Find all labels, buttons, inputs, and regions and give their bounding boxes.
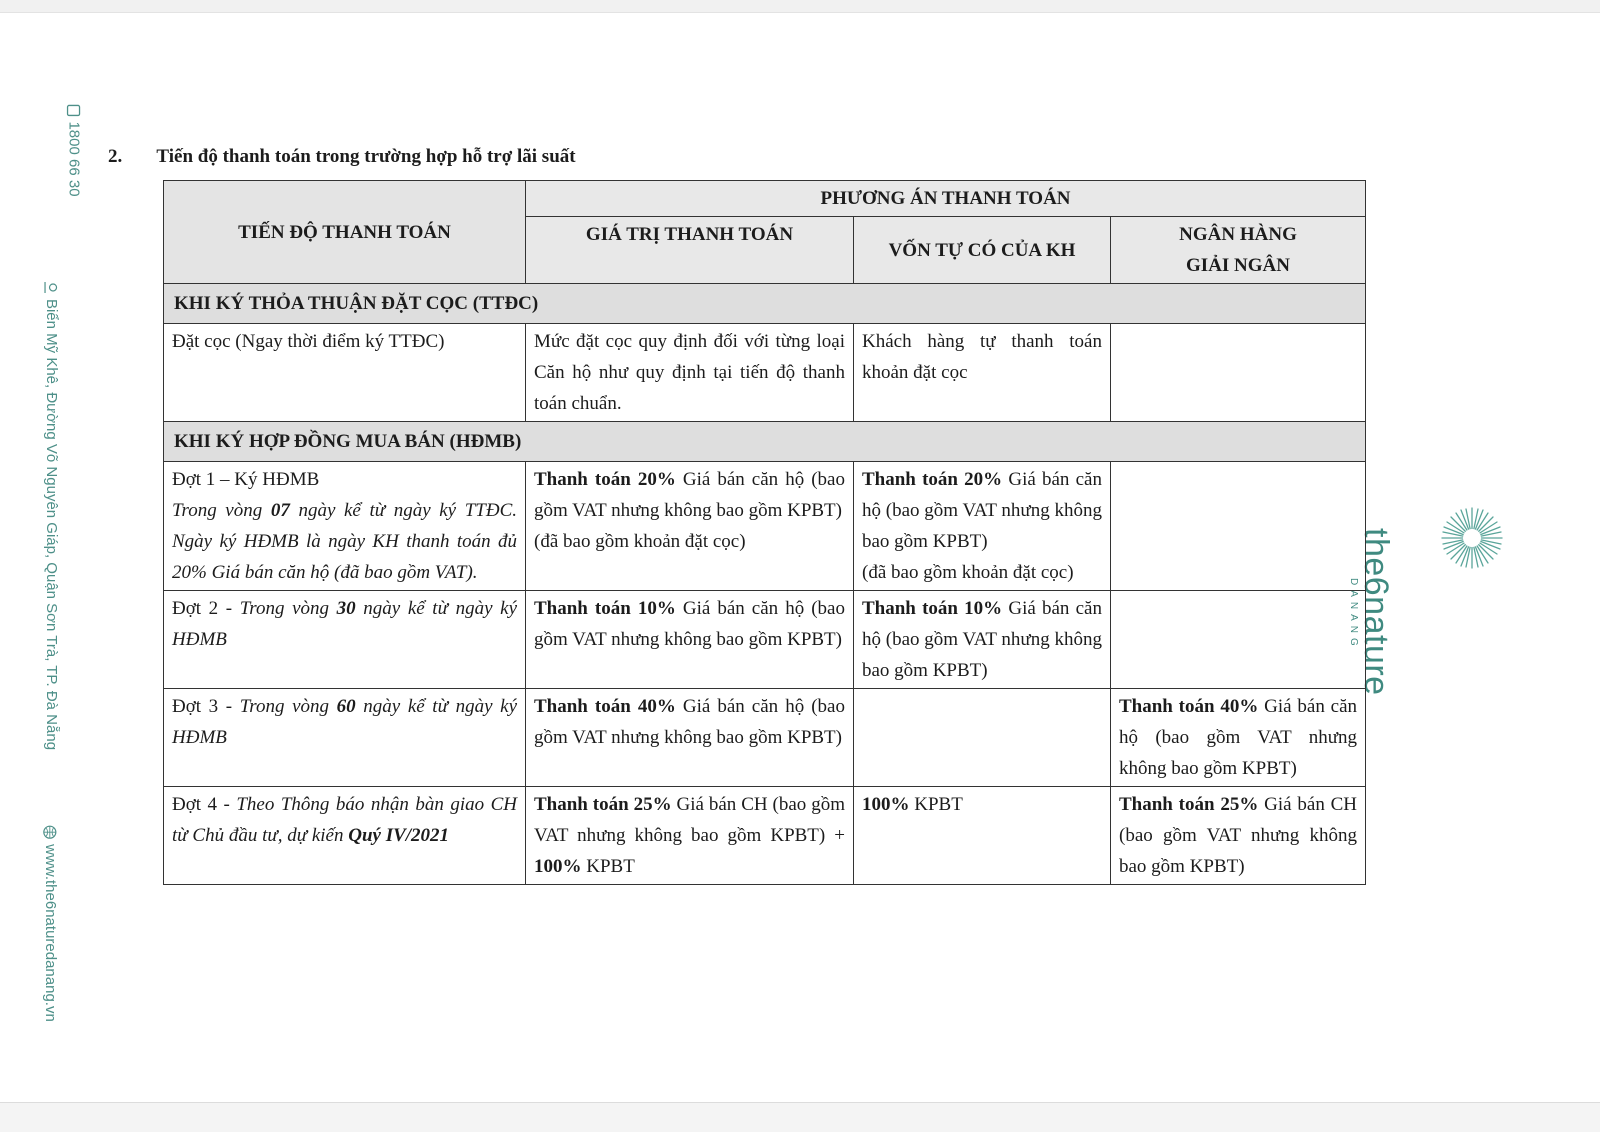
section-row-deposit: KHI KÝ THỎA THUẬN ĐẶT CỌC (TTĐC) [164,284,1366,324]
globe-icon [43,825,57,839]
table-row [164,462,1366,591]
own-1: Thanh toán 20% Giá bán căn hộ (bao gồm VAT nhưng không bao gồm KPBT) (đã bao gồm khoản đặt cọc) [854,462,1111,591]
table-row [164,591,1366,689]
value-3: Thanh toán 40% Giá bán căn hộ (bao gồm VAT nhưng không bao gồm KPBT) [526,689,854,787]
value-4: Thanh toán 25% Giá bán CH (bao gồm VAT nhưng không bao gồm KPBT) + 100% KPBT [526,787,854,885]
deposit-bank [1111,324,1366,422]
section-row-contract: KHI KÝ HỢP ĐỒNG MUA BÁN (HĐMB) [164,422,1366,462]
table-row [164,689,1366,787]
bank-4: Thanh toán 25% Giá bán CH (bao gồm VAT nhưng không bao gồm KPBT) [1111,787,1366,885]
location-icon [45,281,59,294]
side-address: Biển Mỹ Khê, Đường Võ Nguyên Giáp, Quận Sơn Trà, TP. Đà Nẵng [43,281,60,750]
stage-1: Đợt 1 – Ký HĐMB Trong vòng 07 ngày kể từ ngày ký TTĐC. Ngày ký HĐMB là ngày KH thanh toán đủ 20% Giá bán căn hộ (đã bao gồm VAT). [164,462,526,591]
value-1: Thanh toán 20% Giá bán căn hộ (bao gồm VAT nhưng không bao gồm KPBT) (đã bao gồm khoản đặt cọc) [526,462,854,591]
table-row [164,787,1366,885]
bank-1 [1111,462,1366,591]
stage-2: Đợt 2 - Trong vòng 30 ngày kể từ ngày ký HĐMB [164,591,526,689]
brand-logo [1348,500,1522,696]
payment-schedule-table [163,180,1366,885]
header-payment-stage: TIẾN ĐỘ THANH TOÁN [164,181,526,284]
value-2: Thanh toán 10% Giá bán căn hộ (bao gồm VAT nhưng không bao gồm KPBT) [526,591,854,689]
side-phone: 1800 66 30 [66,104,83,196]
scan-top-edge [0,0,1600,13]
bank-2 [1111,591,1366,689]
table-header-row [164,181,1366,217]
header-payment-value: GIÁ TRỊ THANH TOÁN [526,217,854,284]
table-row [164,324,1366,422]
deposit-own: Khách hàng tự thanh toán khoản đặt cọc [854,324,1111,422]
brand-wordmark: the6nature DANANG [1348,528,1395,696]
own-4: 100% KPBT [854,787,1111,885]
side-contact-bar [41,100,90,1060]
stage-4: Đợt 4 - Theo Thông báo nhận bàn giao CH từ Chủ đầu tư, dự kiến Quý IV/2021 [164,787,526,885]
stage-3: Đợt 3 - Trong vòng 60 ngày kể từ ngày ký HĐMB [164,689,526,787]
header-customer-own: VỐN TỰ CÓ CỦA KH [854,217,1111,284]
scan-bottom-edge [0,1102,1600,1132]
section-title: Tiến độ thanh toán trong trường hợp hỗ trợ lãi suất [156,146,576,167]
own-2: Thanh toán 10% Giá bán căn hộ (bao gồm VAT nhưng không bao gồm KPBT) [854,591,1111,689]
header-payment-plan: PHƯƠNG ÁN THANH TOÁN [526,181,1366,217]
phone-icon [67,104,81,116]
header-bank-disbursement: NGÂN HÀNG GIẢI NGÂN [1111,217,1366,284]
bank-3: Thanh toán 40% Giá bán căn hộ (bao gồm VAT nhưng không bao gồm KPBT) [1111,689,1366,787]
side-website[interactable]: www.the6naturedanang.vn [42,825,59,1022]
deposit-stage: Đặt cọc (Ngay thời điểm ký TTĐC) [164,324,526,422]
sun-burst-icon [1440,506,1504,570]
section-heading [108,146,576,168]
own-3 [854,689,1111,787]
section-number: 2. [108,146,123,167]
deposit-value: Mức đặt cọc quy định đối với từng loại Căn hộ như quy định tại tiến độ thanh toán chuẩn. [526,324,854,422]
